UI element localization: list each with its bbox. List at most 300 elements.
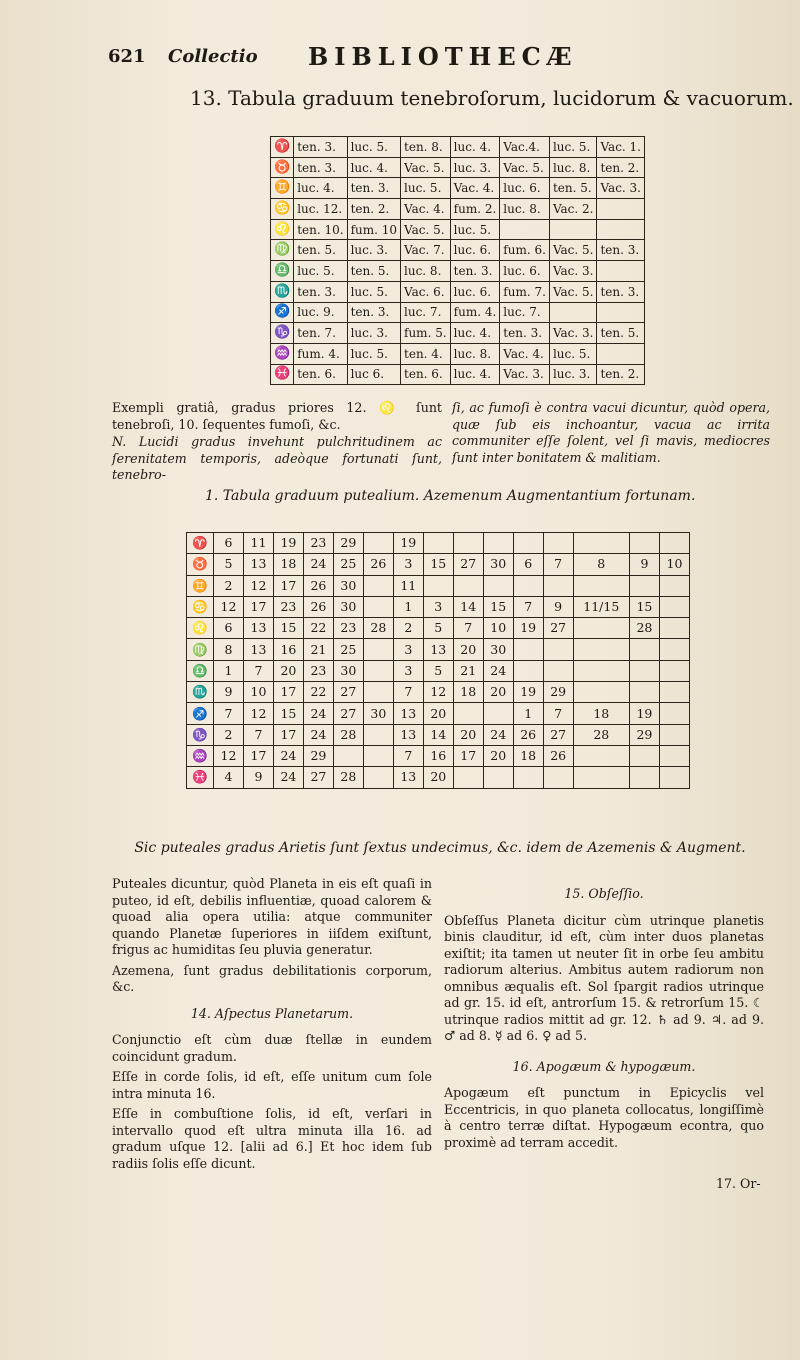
- degree-cell: 14: [423, 724, 453, 745]
- degree-cell: 27: [333, 703, 363, 724]
- degree-cell: 12: [214, 596, 244, 617]
- degree-cell: 6: [513, 554, 543, 575]
- degree-cell: [573, 575, 629, 596]
- degree-cell: 24: [483, 660, 513, 681]
- degree-cell: [483, 575, 513, 596]
- degree-cell: 18: [573, 703, 629, 724]
- degree-cell: luc. 3.: [549, 364, 597, 385]
- degree-cell: [423, 533, 453, 554]
- degree-cell: Vac. 3.: [549, 261, 597, 282]
- degree-cell: [543, 767, 573, 788]
- section14-heading: 14. Aſpectus Planetarum.: [190, 1005, 354, 1021]
- zodiac-sign-cell: ♐: [271, 302, 294, 323]
- degree-cell: [363, 575, 393, 596]
- degree-cell: [549, 302, 597, 323]
- degree-cell: Vac. 5.: [549, 240, 597, 261]
- degree-cell: 30: [333, 575, 363, 596]
- degree-cell: [549, 219, 597, 240]
- degree-cell: luc 6.: [347, 364, 400, 385]
- degree-cell: luc. 6.: [500, 261, 550, 282]
- degree-cell: 20: [453, 639, 483, 660]
- zodiac-sign-cell: ♉: [187, 554, 214, 575]
- degree-cell: 21: [453, 660, 483, 681]
- degree-cell: 24: [273, 767, 303, 788]
- degree-cell: ten. 3.: [500, 323, 550, 344]
- degree-cell: 26: [363, 554, 393, 575]
- degree-cell: [363, 533, 393, 554]
- degree-cell: luc. 6.: [500, 178, 550, 199]
- zodiac-sign-cell: ♍: [271, 240, 294, 261]
- table13-row: [271, 157, 645, 178]
- note-paragraph: N. Lucidi gradus invehunt pulchritudinem ac ſerenitatem temporis, adeòque fortunati ſunt, tenebro-: [112, 434, 442, 482]
- left-column: [112, 876, 432, 1172]
- degree-cell: 26: [543, 745, 573, 766]
- degree-cell: ten. 5.: [294, 240, 347, 261]
- degree-cell: 18: [513, 745, 543, 766]
- degree-cell: 7: [214, 703, 244, 724]
- degree-cell: [453, 767, 483, 788]
- degree-cell: luc. 4.: [450, 364, 500, 385]
- zodiac-sign-cell: ♊: [271, 178, 294, 199]
- degree-cell: luc. 9.: [294, 302, 347, 323]
- zodiac-sign-cell: ♎: [187, 660, 214, 681]
- degree-cell: luc. 3.: [347, 240, 400, 261]
- zodiac-sign-cell: ♈: [187, 533, 214, 554]
- degree-cell: ten. 10.: [294, 219, 347, 240]
- degree-cell: 29: [303, 745, 333, 766]
- degree-cell: 24: [303, 724, 333, 745]
- degree-cell: [597, 302, 645, 323]
- degree-cell: fum. 10: [347, 219, 400, 240]
- table1-grid: [186, 532, 690, 789]
- table1-row: [187, 639, 690, 660]
- degree-cell: 10: [483, 618, 513, 639]
- degree-cell: 4: [214, 767, 244, 788]
- degree-cell: ten. 3.: [597, 240, 645, 261]
- degree-cell: [543, 660, 573, 681]
- degree-cell: 18: [273, 554, 303, 575]
- degree-cell: [659, 618, 689, 639]
- degree-cell: [573, 660, 629, 681]
- running-title: BIBLIOTHECÆ: [308, 42, 578, 71]
- zodiac-sign-cell: ♊: [187, 575, 214, 596]
- degree-cell: 16: [273, 639, 303, 660]
- degree-cell: 26: [513, 724, 543, 745]
- degree-cell: 27: [543, 618, 573, 639]
- degree-cell: 17: [243, 596, 273, 617]
- table1-row: [187, 767, 690, 788]
- right-column: [444, 886, 764, 1151]
- degree-cell: [659, 703, 689, 724]
- table13-row: [271, 364, 645, 385]
- degree-cell: [513, 660, 543, 681]
- degree-cell: [513, 575, 543, 596]
- degree-cell: 23: [333, 618, 363, 639]
- degree-cell: [483, 703, 513, 724]
- degree-cell: luc. 6.: [450, 240, 500, 261]
- degree-cell: [363, 745, 393, 766]
- degree-cell: 21: [303, 639, 333, 660]
- degree-cell: ten. 3.: [347, 178, 400, 199]
- table1-row: [187, 575, 690, 596]
- degree-cell: 15: [423, 554, 453, 575]
- table13-grid: [270, 136, 645, 385]
- degree-cell: [659, 767, 689, 788]
- degree-cell: [513, 533, 543, 554]
- degree-cell: Vac. 3.: [500, 364, 550, 385]
- degree-cell: [629, 682, 659, 703]
- degree-cell: ten. 2.: [597, 364, 645, 385]
- degree-cell: [483, 533, 513, 554]
- table13-row: [271, 178, 645, 199]
- degree-cell: 27: [303, 767, 333, 788]
- degree-cell: 16: [423, 745, 453, 766]
- zodiac-sign-cell: ♋: [271, 199, 294, 220]
- degree-cell: 20: [273, 660, 303, 681]
- degree-cell: [453, 575, 483, 596]
- degree-cell: 13: [243, 639, 273, 660]
- degree-cell: 5: [214, 554, 244, 575]
- collection-label: Collectio: [168, 46, 258, 67]
- table1-row: [187, 745, 690, 766]
- degree-cell: [659, 682, 689, 703]
- degree-cell: 30: [363, 703, 393, 724]
- degree-cell: 11: [393, 575, 423, 596]
- degree-cell: 3: [393, 554, 423, 575]
- degree-cell: luc. 4.: [450, 323, 500, 344]
- degree-cell: 30: [483, 639, 513, 660]
- degree-cell: luc. 5.: [294, 261, 347, 282]
- table1-row: [187, 618, 690, 639]
- table1-row: [187, 660, 690, 681]
- example-paragraph: Exempli gratiâ, gradus priores 12. ♌ ſunt tenebroſi, 10. ſequentes fumoſi, &c.: [112, 400, 442, 432]
- degree-cell: luc. 5.: [347, 281, 400, 302]
- degree-cell: luc. 7.: [500, 302, 550, 323]
- degree-cell: 13: [423, 639, 453, 660]
- degree-cell: Vac. 6.: [401, 281, 451, 302]
- degree-cell: 29: [629, 724, 659, 745]
- degree-cell: Vac. 4.: [450, 178, 500, 199]
- degree-cell: 7: [543, 554, 573, 575]
- degree-cell: 7: [513, 596, 543, 617]
- degree-cell: Vac. 5.: [500, 157, 550, 178]
- degree-cell: ten. 3.: [450, 261, 500, 282]
- degree-cell: [513, 767, 543, 788]
- degree-cell: ten. 4.: [401, 343, 451, 364]
- degree-cell: luc. 5.: [347, 343, 400, 364]
- degree-cell: [513, 639, 543, 660]
- degree-cell: 20: [453, 724, 483, 745]
- zodiac-sign-cell: ♋: [187, 596, 214, 617]
- degree-cell: 22: [303, 618, 333, 639]
- degree-cell: [629, 660, 659, 681]
- degree-cell: 30: [483, 554, 513, 575]
- degree-cell: Vac. 4.: [500, 343, 550, 364]
- degree-cell: [659, 575, 689, 596]
- degree-cell: 20: [423, 767, 453, 788]
- table13-row: [271, 261, 645, 282]
- table13-title: 13. Tabula graduum tenebroſorum, lucidorum & vacuorum.: [190, 86, 794, 110]
- degree-cell: 8: [573, 554, 629, 575]
- degree-cell: 23: [303, 660, 333, 681]
- degree-cell: 23: [273, 596, 303, 617]
- degree-cell: [543, 533, 573, 554]
- degree-cell: 15: [273, 703, 303, 724]
- degree-cell: 28: [333, 767, 363, 788]
- degree-cell: 9: [543, 596, 573, 617]
- degree-cell: luc. 7.: [401, 302, 451, 323]
- degree-cell: 25: [333, 554, 363, 575]
- degree-cell: 7: [393, 682, 423, 703]
- degree-cell: 1: [214, 660, 244, 681]
- degree-cell: [363, 682, 393, 703]
- degree-cell: 20: [483, 745, 513, 766]
- degree-cell: 3: [393, 660, 423, 681]
- table1-row: [187, 703, 690, 724]
- degree-cell: luc. 8.: [500, 199, 550, 220]
- degree-cell: [423, 575, 453, 596]
- degree-cell: 24: [303, 554, 333, 575]
- zodiac-sign-cell: ♉: [271, 157, 294, 178]
- degree-cell: Vac. 3.: [549, 323, 597, 344]
- section15-heading: 15. Obſeſſio.: [564, 886, 644, 901]
- degree-cell: ten. 5.: [597, 323, 645, 344]
- degree-cell: [597, 343, 645, 364]
- degree-cell: [543, 639, 573, 660]
- zodiac-sign-cell: ♒: [271, 343, 294, 364]
- table1-row: [187, 682, 690, 703]
- degree-cell: luc. 8.: [450, 343, 500, 364]
- degree-cell: 12: [243, 703, 273, 724]
- degree-cell: Vac. 1.: [597, 137, 645, 158]
- degree-cell: ten. 6.: [294, 364, 347, 385]
- degree-cell: [363, 596, 393, 617]
- degree-cell: Vac. 5.: [549, 281, 597, 302]
- table1-caption: 1. Tabula graduum putealium. Azemenum Augmentantium fortunam.: [205, 488, 696, 504]
- degree-cell: fum. 2.: [450, 199, 500, 220]
- table13-row: [271, 281, 645, 302]
- degree-cell: 13: [243, 554, 273, 575]
- degree-cell: [333, 745, 363, 766]
- degree-cell: fum. 6.: [500, 240, 550, 261]
- degree-cell: 6: [214, 618, 244, 639]
- degree-cell: 11: [243, 533, 273, 554]
- table13-row: [271, 343, 645, 364]
- degree-cell: [363, 639, 393, 660]
- degree-cell: [573, 618, 629, 639]
- table1-row: [187, 554, 690, 575]
- page-number: 621: [108, 46, 146, 67]
- degree-cell: 2: [214, 724, 244, 745]
- degree-cell: [573, 533, 629, 554]
- degree-cell: 24: [483, 724, 513, 745]
- degree-cell: fum. 4.: [450, 302, 500, 323]
- running-header: [108, 38, 748, 78]
- degree-cell: 19: [513, 618, 543, 639]
- degree-cell: ten. 8.: [401, 137, 451, 158]
- degree-cell: ten. 2.: [347, 199, 400, 220]
- degree-cell: 25: [333, 639, 363, 660]
- zodiac-sign-cell: ♐: [187, 703, 214, 724]
- degree-cell: luc. 5.: [401, 178, 451, 199]
- degree-cell: 6: [214, 533, 244, 554]
- degree-cell: luc. 5.: [549, 137, 597, 158]
- degree-cell: ten. 7.: [294, 323, 347, 344]
- degree-cell: 17: [453, 745, 483, 766]
- degree-cell: 13: [243, 618, 273, 639]
- degree-cell: 20: [483, 682, 513, 703]
- degree-cell: 19: [273, 533, 303, 554]
- degree-cell: [597, 199, 645, 220]
- degree-cell: 28: [629, 618, 659, 639]
- degree-cell: 1: [393, 596, 423, 617]
- table1-row: [187, 596, 690, 617]
- degree-cell: [597, 261, 645, 282]
- degree-cell: Vac.4.: [500, 137, 550, 158]
- zodiac-sign-cell: ♑: [271, 323, 294, 344]
- conjunctio-paragraph: Conjunctio eſt cùm duæ ſtellæ in eundem coincidunt gradum.: [112, 1032, 432, 1064]
- degree-cell: [573, 639, 629, 660]
- degree-cell: 12: [214, 745, 244, 766]
- cor-solis-paragraph: Eſſe in corde ſolis, id eſt, eſſe unitum cum ſole intra minuta 16.: [112, 1069, 432, 1101]
- degree-cell: [659, 533, 689, 554]
- degree-cell: 3: [423, 596, 453, 617]
- degree-cell: luc. 3.: [450, 157, 500, 178]
- table13-row: [271, 199, 645, 220]
- degree-cell: fum. 4.: [294, 343, 347, 364]
- degree-cell: 30: [333, 596, 363, 617]
- degree-cell: 15: [629, 596, 659, 617]
- degree-cell: 1: [513, 703, 543, 724]
- degree-cell: [363, 724, 393, 745]
- degree-cell: 10: [243, 682, 273, 703]
- degree-cell: 19: [629, 703, 659, 724]
- obsessio-paragraph: Obſeſſus Planeta dicitur cùm utrinque planetis binis clauditur, id eſt, cùm inter duos planetas exiſtit; ita tamen ut neuter ſit in orbe ſeu ambitu radiorum alterius. Ambitus autem radiorum non omnibus æqualis eſt. Sol ſpargit radios utrinque ad gr. 15. id eſt, antrorſum 15. & retrorſum 15. ☾ utrinque radios mittit ad gr. 12. ♄ ad 9. ♃. ad 9. ♂ ad 8. ☿ ad 6. ♀ ad 5.: [444, 912, 764, 1043]
- degree-cell: luc. 3.: [347, 323, 400, 344]
- degree-cell: 29: [543, 682, 573, 703]
- degree-cell: [629, 767, 659, 788]
- degree-cell: 19: [513, 682, 543, 703]
- degree-cell: [363, 767, 393, 788]
- degree-cell: Vac. 3.: [597, 178, 645, 199]
- degree-cell: [453, 533, 483, 554]
- degree-cell: Vac. 5.: [401, 157, 451, 178]
- degree-cell: 15: [273, 618, 303, 639]
- degree-cell: [453, 703, 483, 724]
- degree-cell: luc. 8.: [401, 261, 451, 282]
- degree-cell: 12: [423, 682, 453, 703]
- degree-cell: [543, 575, 573, 596]
- degree-cell: Vac. 7.: [401, 240, 451, 261]
- degree-cell: 5: [423, 618, 453, 639]
- degree-cell: 2: [393, 618, 423, 639]
- degree-cell: luc. 6.: [450, 281, 500, 302]
- degree-cell: 26: [303, 575, 333, 596]
- degree-cell: 14: [453, 596, 483, 617]
- degree-cell: 3: [393, 639, 423, 660]
- degree-cell: ten. 3.: [294, 281, 347, 302]
- catchword: 17. Or-: [716, 1176, 761, 1191]
- zodiac-sign-cell: ♌: [271, 219, 294, 240]
- apogaeum-paragraph: Apogæum eſt punctum in Epicyclis vel Eccentricis, in quo planeta collocatus, longiſſimè à centro terræ diſtat. Hypogæum econtra, quo proximè ad terram accedit.: [444, 1085, 764, 1150]
- degree-cell: 17: [243, 745, 273, 766]
- degree-cell: [573, 767, 629, 788]
- degree-cell: 26: [303, 596, 333, 617]
- degree-cell: [629, 575, 659, 596]
- degree-cell: 28: [363, 618, 393, 639]
- degree-cell: 13: [393, 724, 423, 745]
- zodiac-sign-cell: ♓: [187, 767, 214, 788]
- degree-cell: 5: [423, 660, 453, 681]
- degree-cell: 27: [453, 554, 483, 575]
- degree-cell: 15: [483, 596, 513, 617]
- azemena-paragraph: Azemena, ſunt gradus debilitationis corporum, &c.: [112, 962, 432, 994]
- degree-cell: [659, 639, 689, 660]
- degree-cell: fum. 5.: [401, 323, 451, 344]
- degree-cell: 7: [543, 703, 573, 724]
- degree-cell: 9: [629, 554, 659, 575]
- degree-cell: luc. 4.: [450, 137, 500, 158]
- degree-cell: [659, 660, 689, 681]
- zodiac-sign-cell: ♒: [187, 745, 214, 766]
- degree-cell: 11/15: [573, 596, 629, 617]
- zodiac-sign-cell: ♈: [271, 137, 294, 158]
- degree-cell: 29: [333, 533, 363, 554]
- degree-cell: [483, 767, 513, 788]
- degree-cell: luc. 12.: [294, 199, 347, 220]
- table1-row: [187, 533, 690, 554]
- zodiac-sign-cell: ♑: [187, 724, 214, 745]
- degree-cell: 24: [303, 703, 333, 724]
- degree-cell: luc. 4.: [347, 157, 400, 178]
- degree-cell: luc. 5.: [347, 137, 400, 158]
- table13-row: [271, 137, 645, 158]
- degree-cell: 27: [543, 724, 573, 745]
- degree-cell: Vac. 4.: [401, 199, 451, 220]
- degree-cell: ten. 6.: [401, 364, 451, 385]
- degree-cell: [573, 682, 629, 703]
- degree-cell: 17: [273, 575, 303, 596]
- degree-cell: ten. 5.: [549, 178, 597, 199]
- zodiac-sign-cell: ♓: [271, 364, 294, 385]
- degree-cell: [629, 639, 659, 660]
- degree-cell: ten. 3.: [597, 281, 645, 302]
- table13-row: [271, 219, 645, 240]
- zodiac-sign-cell: ♏: [271, 281, 294, 302]
- degree-cell: 13: [393, 767, 423, 788]
- degree-cell: 7: [243, 724, 273, 745]
- degree-cell: 24: [273, 745, 303, 766]
- zodiac-sign-cell: ♍: [187, 639, 214, 660]
- degree-cell: [363, 660, 393, 681]
- table1-note: Sic puteales gradus Arietis ſunt ſextus undecimus, &c. idem de Azemenis & Augment.: [134, 840, 746, 856]
- degree-cell: [629, 533, 659, 554]
- table13-row: [271, 323, 645, 344]
- degree-cell: [573, 745, 629, 766]
- degree-cell: ten. 2.: [597, 157, 645, 178]
- degree-cell: 27: [333, 682, 363, 703]
- degree-cell: [500, 219, 550, 240]
- degree-cell: 12: [243, 575, 273, 596]
- degree-cell: 17: [273, 682, 303, 703]
- degree-cell: 18: [453, 682, 483, 703]
- degree-cell: luc. 5.: [450, 219, 500, 240]
- degree-cell: 17: [273, 724, 303, 745]
- degree-cell: Vac. 5.: [401, 219, 451, 240]
- section16-heading: 16. Apogæum & hypogæum.: [512, 1058, 696, 1074]
- degree-cell: ten. 5.: [347, 261, 400, 282]
- degree-cell: 30: [333, 660, 363, 681]
